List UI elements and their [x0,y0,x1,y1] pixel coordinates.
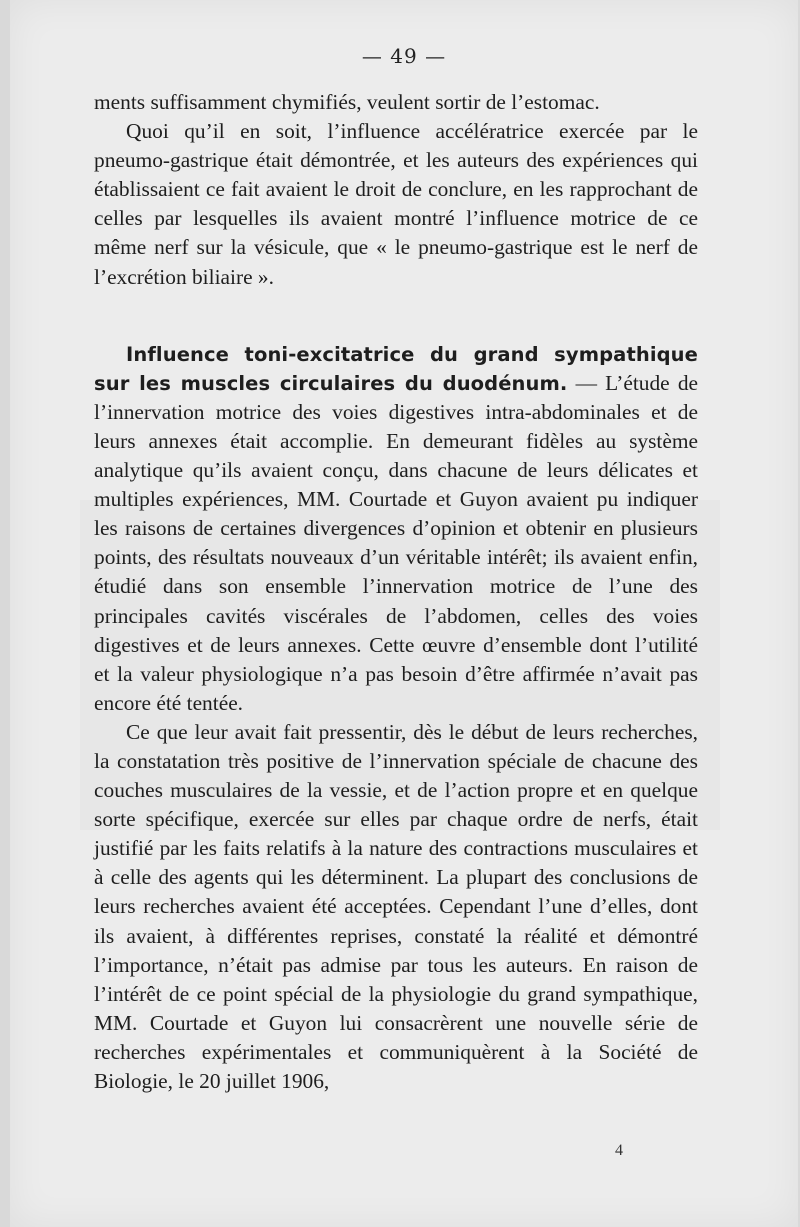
paragraph-conclusion: Quoi qu’il en soit, l’influence accélératrice exercée par le pneumo-gastrique était démontrée, et les auteurs des expériences qui établissaient ce fait avaient le droit de conclure, en les rapprochant de celles par lesquelles ils avaient montré l’influence motrice de ce même nerf sur la vésicule, que « le pneumo-gastrique est le nerf de l’excrétion biliaire ». [94,119,698,289]
section-body: — L’étude de l’innervation motrice des voies digestives intra-abdominales et de leurs annexes était accomplie. En demeurant fidèles au système analytique qu’ils avaient conçu, dans chacune de leurs délicates et multiples expériences, MM. Courtade et Guyon avaient pu indiquer les raisons de certaines divergences d’opinion et obtenir en plusieurs points, des résultats nouveaux d’un véritable intérêt; ils avaient enfin, étudié dans son ensemble l’innervation motrice de l’une des principales cavités viscérales de l’abdomen, celles des voies digestives et de leurs annexes. Cette œuvre d’ensemble dont l’utilité et la valeur physiologique n’a pas besoin d’être affirmée n’avait pas encore été tentée. [94,370,699,715]
paragraph-continuation: ments suffisamment chymifiés, veulent sortir de l’estomac. [94,90,600,114]
section-heading: Influence toni-excitatrice du grand sympathique sur les muscles circulaires du duodénum. [94,342,698,395]
page-number: — 49 — [361,44,447,68]
paragraph-research: Ce que leur avait fait pressentir, dès le début de leurs recherches, la constatation très positive de l’innervation spéciale de chacune des couches musculaires de la vessie, et de l’action propre et en quelque sorte spécifique, exercée sur elles par chaque ordre de nerfs, était justifié par les faits relatifs à la nature des contractions musculaires et à celle des agents qui les déterminent. La plupart des conclusions de leurs recherches avaient été acceptées. Cependant l’une d’elles, dont ils avaient, à différentes reprises, constaté la réalité et démontré l’importance, n’était pas admise par tous les auteurs. En raison de l’intérêt de ce point spécial de la physiologie du grand sympathique, MM. Courtade et Guyon lui consacrèrent une nouvelle série de recherches expérimentales et communiquèrent à la Société de Biologie, le 20 juillet 1906, [94,719,698,1093]
body-text [94,88,698,1096]
signature-mark: 4 [615,1142,623,1159]
paragraph-section [94,340,698,718]
document-page [10,0,798,1227]
